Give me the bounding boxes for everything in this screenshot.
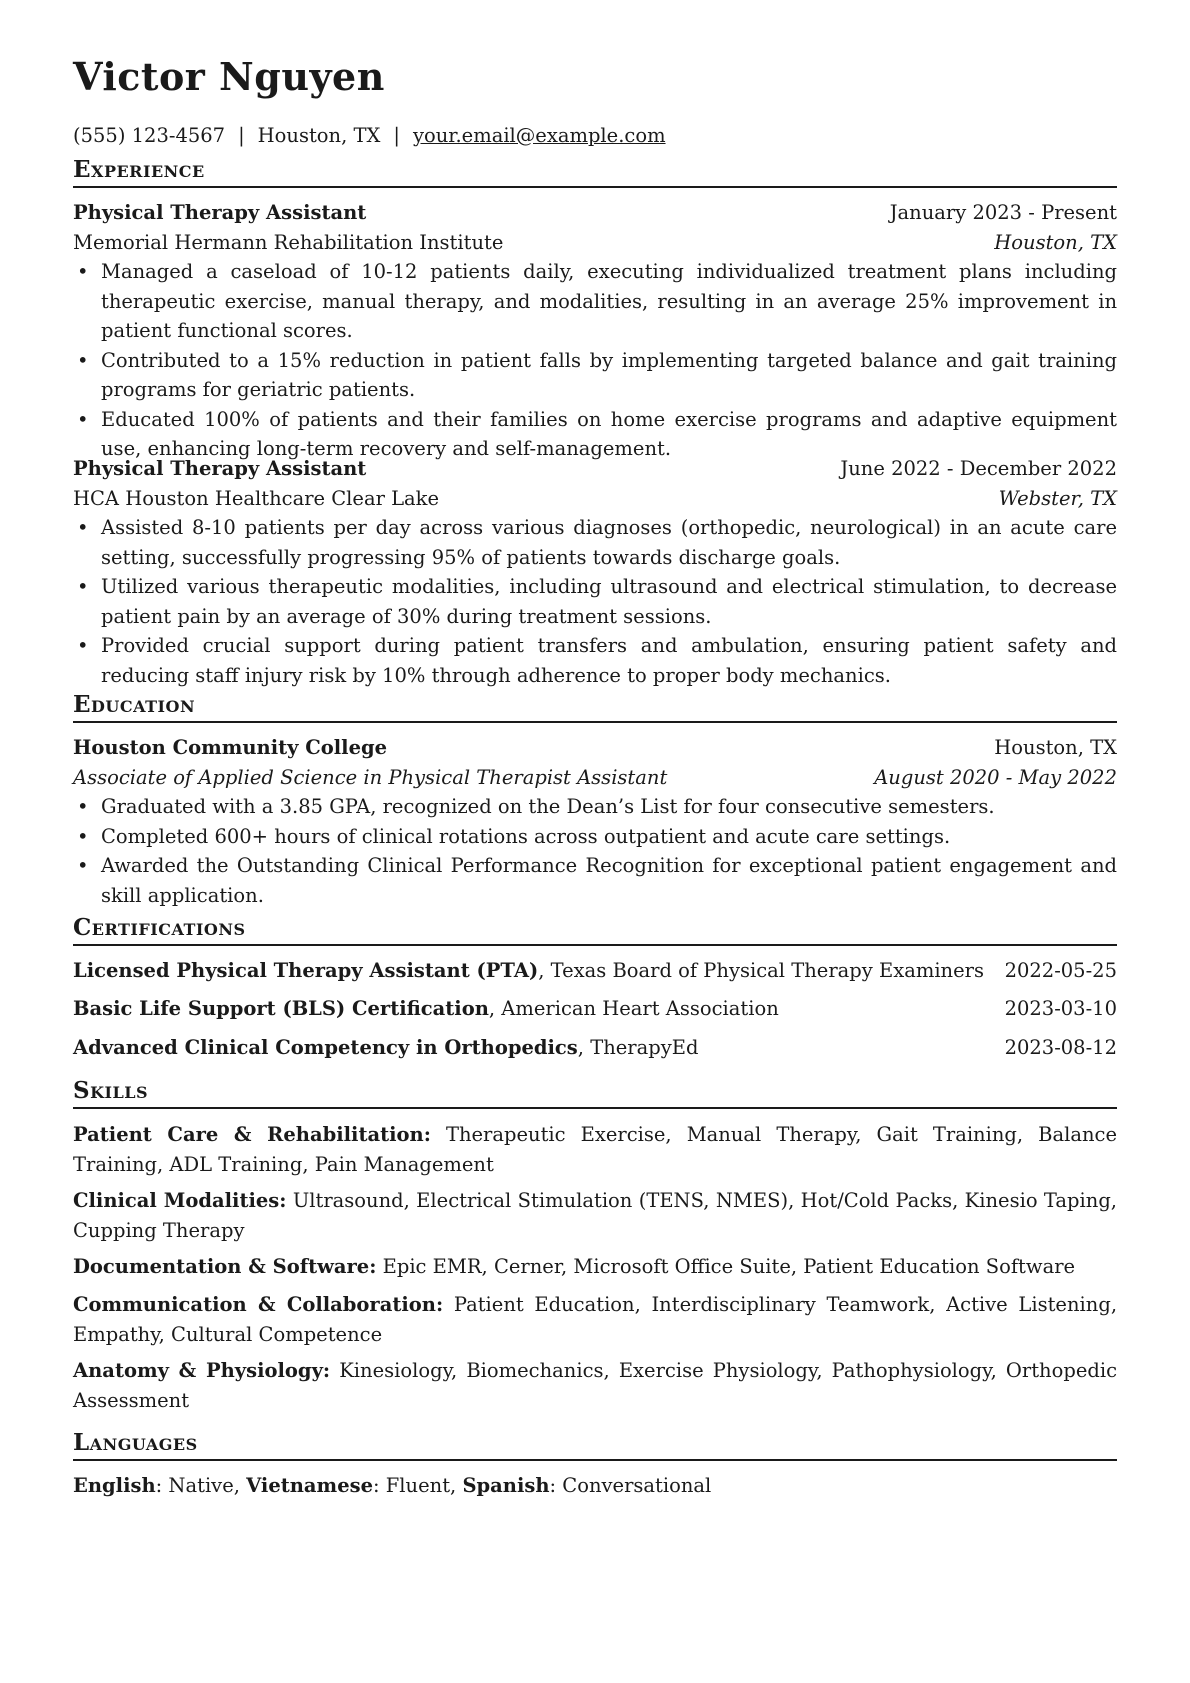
language-level: : Fluent, <box>373 1474 463 1497</box>
bullet-item: • Managed a caseload of 10-12 patients daily, executing individualized treatment plans including therapeutic exercise, manual therapy, and modalities, resulting in an average 25% improvement in patient functional scores. <box>101 257 1117 346</box>
job-bullets <box>73 257 1117 464</box>
bullet-item: • Provided crucial support during patient transfers and ambulation, ensuring patient safety and reducing staff injury risk by 10% through adherence to proper body mechanics. <box>101 631 1117 690</box>
section-title-languages: Languages <box>73 1430 1117 1461</box>
skill-item <box>73 1186 1117 1245</box>
job-role: Physical Therapy Assistant <box>73 201 367 224</box>
section-title-experience: Experience <box>73 157 1117 188</box>
job-location: Webster, TX <box>998 486 1117 510</box>
cert-issuer: , American Heart Association <box>488 997 779 1020</box>
job-dates: January 2023 - Present <box>889 201 1117 224</box>
job-subheader <box>73 484 1117 514</box>
language-level: : Conversational <box>549 1474 712 1497</box>
separator: | <box>238 124 245 147</box>
candidate-name: Victor Nguyen <box>73 54 385 99</box>
degree: Associate of Applied Science in Physical Therapist Assistant <box>73 765 668 789</box>
skill-item <box>73 1356 1117 1415</box>
job-company: HCA Houston Healthcare Clear Lake <box>73 486 440 510</box>
certification-item <box>73 957 1117 985</box>
education-bullets <box>73 792 1117 910</box>
cert-name: Advanced Clinical Competency in Orthopedics <box>73 1036 578 1059</box>
separator: | <box>393 124 400 147</box>
skill-label: Documentation & Software: <box>73 1255 377 1278</box>
skill-value: Ultrasound, Electrical Stimulation (TENS, NMES), Hot/Cold Packs, Kinesio Taping, Cupping Therapy <box>73 1189 1117 1242</box>
section-title-education: Education <box>73 692 1117 723</box>
skill-value: Kinesiology, Biomechanics, Exercise Physiology, Pathophysiology, Orthopedic Assessment <box>73 1359 1118 1412</box>
skill-label: Communication & Collaboration: <box>73 1293 444 1316</box>
school-name: Houston Community College <box>73 736 388 759</box>
contact-line <box>73 124 666 148</box>
job-header <box>73 454 1117 484</box>
job-bullets <box>73 513 1117 690</box>
job-role: Physical Therapy Assistant <box>73 457 367 480</box>
languages-line <box>73 1471 1117 1501</box>
cert-date: 2022-05-25 <box>1004 959 1117 982</box>
skill-item <box>73 1120 1117 1179</box>
bullet-item: • Utilized various therapeutic modalities, including ultrasound and electrical stimulation, to decrease patient pain by an average of 30% during treatment sessions. <box>101 572 1117 631</box>
education-subheader <box>73 763 1117 793</box>
cert-date: 2023-03-10 <box>1004 997 1117 1020</box>
cert-name: Licensed Physical Therapy Assistant (PTA) <box>73 959 539 982</box>
skill-label: Clinical Modalities: <box>73 1189 287 1212</box>
email-link[interactable]: your.email@example.com <box>412 124 666 147</box>
cert-date: 2023-08-12 <box>1004 1036 1117 1059</box>
education-entry <box>73 733 1117 910</box>
skill-value: Epic EMR, Cerner, Microsoft Office Suite, Patient Education Software <box>376 1255 1076 1278</box>
phone: (555) 123-4567 <box>73 124 226 147</box>
job-entry <box>73 198 1117 464</box>
certification-item <box>73 1034 1117 1062</box>
language-name: Vietnamese <box>246 1474 373 1497</box>
language-level: : Native, <box>155 1474 247 1497</box>
skill-item <box>73 1252 1117 1282</box>
skill-label: Anatomy & Physiology: <box>73 1359 331 1382</box>
skill-value: Therapeutic Exercise, Manual Therapy, Gait Training, Balance Training, ADL Training, Pain Management <box>73 1123 1117 1176</box>
education-header <box>73 733 1117 763</box>
bullet-item: • Educated 100% of patients and their families on home exercise programs and adaptive equipment use, enhancing long-term recovery and self-management. <box>101 405 1117 464</box>
job-subheader <box>73 228 1117 258</box>
bullet-item: • Contributed to a 15% reduction in patient falls by implementing targeted balance and gait training programs for geriatric patients. <box>101 346 1117 405</box>
skill-value: Patient Education, Interdisciplinary Teamwork, Active Listening, Empathy, Cultural Competence <box>73 1293 1118 1346</box>
job-entry <box>73 454 1117 690</box>
section-title-skills: Skills <box>73 1078 1117 1109</box>
job-header <box>73 198 1117 228</box>
skill-label: Patient Care & Rehabilitation: <box>73 1123 431 1146</box>
job-dates: June 2022 - December 2022 <box>840 457 1117 480</box>
school-location: Houston, TX <box>994 736 1117 759</box>
bullet-item: • Graduated with a 3.85 GPA, recognized on the Dean’s List for four consecutive semesters. <box>101 792 1117 822</box>
section-title-certifications: Certifications <box>73 915 1117 946</box>
job-company: Memorial Hermann Rehabilitation Institute <box>73 230 504 254</box>
language-name: Spanish <box>462 1474 550 1497</box>
location: Houston, TX <box>257 124 381 147</box>
bullet-item: • Awarded the Outstanding Clinical Performance Recognition for exceptional patient engagement and skill application. <box>101 851 1117 910</box>
certification-item <box>73 995 1117 1023</box>
cert-issuer: , TherapyEd <box>577 1036 699 1059</box>
education-dates: August 2020 - May 2022 <box>874 765 1117 789</box>
cert-name: Basic Life Support (BLS) Certification <box>73 997 489 1020</box>
cert-issuer: , Texas Board of Physical Therapy Examiners <box>538 959 984 982</box>
bullet-item: • Completed 600+ hours of clinical rotations across outpatient and acute care settings. <box>101 822 1117 852</box>
job-location: Houston, TX <box>994 230 1117 254</box>
skill-item <box>73 1290 1117 1349</box>
language-name: English <box>73 1474 156 1497</box>
bullet-item: • Assisted 8-10 patients per day across various diagnoses (orthopedic, neurological) in an acute care setting, successfully progressing 95% of patients towards discharge goals. <box>101 513 1117 572</box>
